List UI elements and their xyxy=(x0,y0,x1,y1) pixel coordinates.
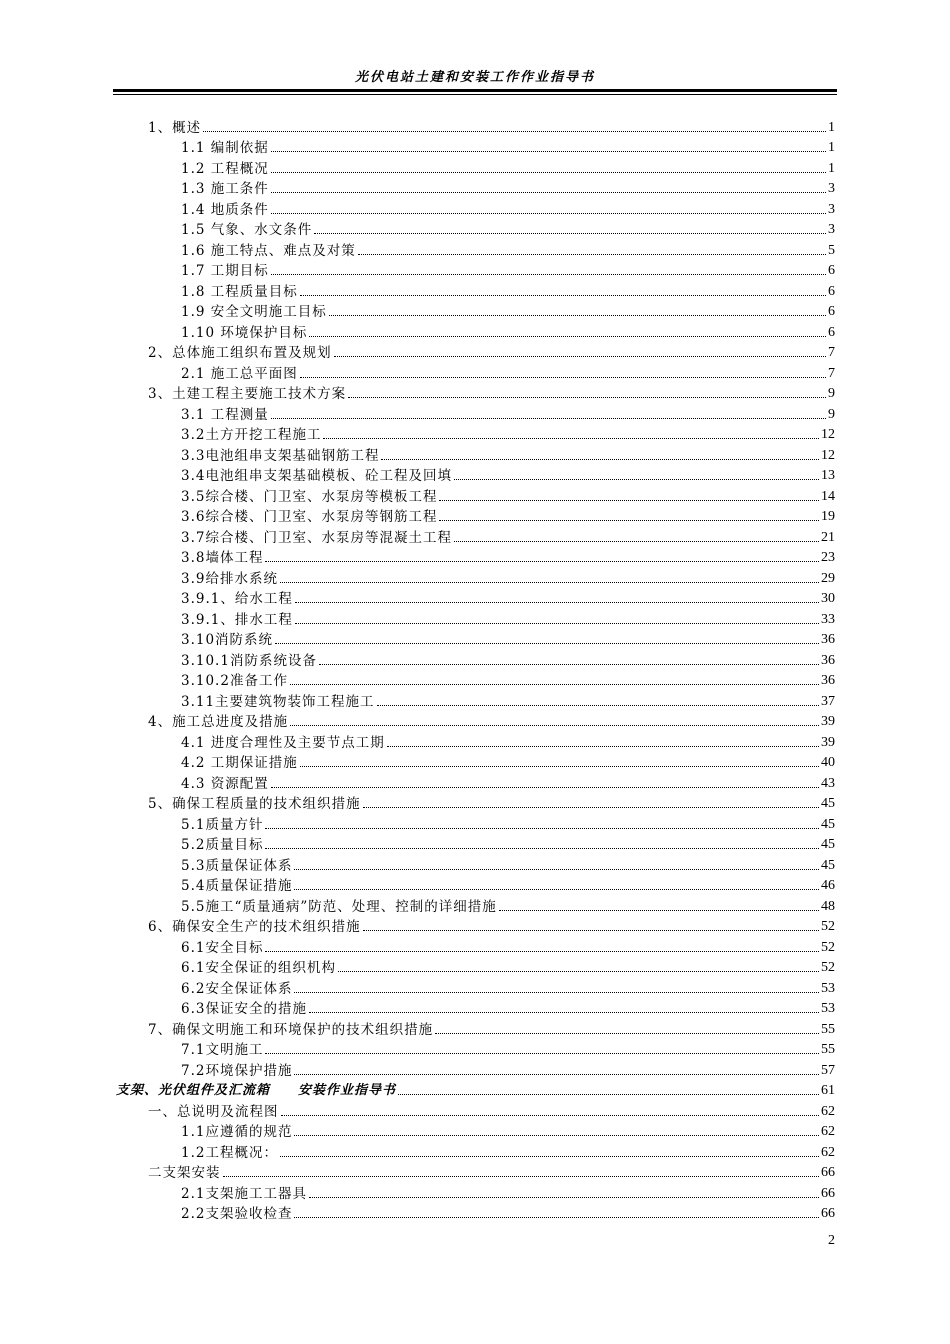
toc-entry-label: 1.4 地质条件 xyxy=(181,201,269,218)
toc-dot-leader xyxy=(265,847,819,849)
toc-entry-page: 55 xyxy=(821,1042,835,1057)
toc-entry-page: 3 xyxy=(828,181,835,196)
toc-entry[interactable] xyxy=(0,156,950,177)
toc-entry-page: 45 xyxy=(821,857,835,873)
toc-entry-label: 1.1应遵循的规范 xyxy=(181,1124,293,1140)
toc-entry-label: 5.1质量方针 xyxy=(181,816,264,833)
toc-entry[interactable] xyxy=(0,1017,950,1038)
toc-entry-page: 6 xyxy=(828,304,835,319)
toc-entry[interactable] xyxy=(0,484,950,505)
toc-entry[interactable] xyxy=(0,956,950,977)
toc-entry-page: 53 xyxy=(821,1001,835,1016)
toc-entry[interactable] xyxy=(0,1181,950,1202)
toc-dot-leader xyxy=(300,376,826,378)
toc-entry-page: 46 xyxy=(821,878,835,893)
toc-entry-label: 1.5 气象、水文条件 xyxy=(181,222,313,238)
toc-entry[interactable] xyxy=(0,177,950,198)
toc-entry-label: 7.2环境保护措施 xyxy=(181,1062,293,1079)
toc-entry-page: 6 xyxy=(828,263,835,278)
toc-dot-leader xyxy=(271,150,826,152)
toc-entry[interactable] xyxy=(0,197,950,218)
toc-entry-label: 1.6 施工特点、难点及对策 xyxy=(181,242,356,259)
toc-entry-page: 33 xyxy=(821,611,835,627)
toc-entry-label: 1.2工程概况： xyxy=(181,1144,278,1161)
toc-entry-label: 2、总体施工组织布置及规划 xyxy=(148,345,332,361)
toc-entry-label: 3.8墙体工程 xyxy=(181,550,264,566)
toc-entry-page: 19 xyxy=(821,509,835,524)
toc-entry[interactable] xyxy=(0,730,950,751)
toc-entry-label: 3.11主要建筑物装饰工程施工 xyxy=(181,693,375,710)
toc-entry-page: 7 xyxy=(828,365,835,381)
toc-entry-page: 61 xyxy=(821,1083,835,1098)
toc-entry[interactable] xyxy=(0,915,950,936)
toc-dot-leader xyxy=(265,950,819,952)
toc-dot-leader xyxy=(295,601,819,603)
toc-entry[interactable] xyxy=(0,853,950,874)
toc-dot-leader xyxy=(295,622,819,624)
toc-dot-leader xyxy=(294,888,819,890)
toc-entry-page: 9 xyxy=(828,386,835,401)
toc-entry[interactable] xyxy=(0,997,950,1018)
toc-dot-leader xyxy=(294,1134,819,1136)
toc-entry[interactable] xyxy=(0,300,950,321)
toc-entry-label: 3.6综合楼、门卫室、水泵房等钢筋工程 xyxy=(181,509,438,525)
toc-entry-label: 4、施工总进度及措施 xyxy=(148,714,289,730)
toc-entry-page: 45 xyxy=(821,816,835,832)
toc-entry-page: 5 xyxy=(828,242,835,258)
toc-entry-label: 5.4质量保证措施 xyxy=(181,878,293,894)
toc-entry-page: 37 xyxy=(821,693,835,709)
toc-dot-leader xyxy=(309,1011,819,1013)
toc-dot-leader xyxy=(334,355,826,357)
toc-dot-leader xyxy=(363,806,819,808)
toc-entry[interactable] xyxy=(0,443,950,464)
toc-entry[interactable] xyxy=(0,1038,950,1059)
toc-dot-leader xyxy=(271,171,826,173)
toc-dot-leader xyxy=(265,560,819,562)
toc-entry-label: 2.1 施工总平面图 xyxy=(181,365,298,382)
toc-entry[interactable] xyxy=(0,320,950,341)
toc-entry-label: 3.5综合楼、门卫室、水泵房等模板工程 xyxy=(181,488,438,505)
toc-entry-label: 2.2支架验收检查 xyxy=(181,1206,293,1222)
toc-entry-page: 7 xyxy=(828,345,835,360)
toc-entry[interactable] xyxy=(0,1058,950,1079)
toc-dot-leader xyxy=(294,1216,819,1218)
page-number: 2 xyxy=(828,1233,835,1248)
toc-entry-page: 39 xyxy=(821,714,835,729)
toc-entry[interactable] xyxy=(0,218,950,239)
toc-entry[interactable] xyxy=(0,115,950,136)
toc-entry[interactable] xyxy=(0,361,950,382)
toc-entry[interactable] xyxy=(0,1120,950,1141)
toc-dot-leader xyxy=(265,827,819,829)
toc-entry[interactable] xyxy=(0,833,950,854)
toc-entry-page: 1 xyxy=(828,160,835,176)
toc-entry-page: 52 xyxy=(821,960,835,975)
toc-entry-page: 66 xyxy=(821,1206,835,1221)
toc-entry[interactable] xyxy=(0,935,950,956)
toc-entry-page: 1 xyxy=(828,140,835,155)
toc-entry-page: 36 xyxy=(821,673,835,688)
toc-dot-leader xyxy=(271,417,826,419)
toc-entry-page: 66 xyxy=(821,1165,835,1180)
toc-entry[interactable] xyxy=(0,341,950,362)
toc-entry[interactable] xyxy=(0,587,950,608)
toc-dot-leader xyxy=(323,437,819,439)
toc-entry[interactable] xyxy=(0,648,950,669)
toc-dot-leader xyxy=(294,868,819,870)
header-rule-thin xyxy=(113,94,837,95)
toc-entry-label: 3.3电池组串支架基础钢筋工程 xyxy=(181,447,380,464)
toc-dot-leader xyxy=(454,478,819,480)
toc-entry[interactable] xyxy=(0,628,950,649)
toc-dot-leader xyxy=(314,232,826,234)
toc-dot-leader xyxy=(309,1196,819,1198)
toc-entry[interactable] xyxy=(0,689,950,710)
toc-entry-page: 45 xyxy=(821,837,835,852)
toc-dot-leader xyxy=(203,130,826,132)
toc-dot-leader xyxy=(329,314,826,316)
toc-entry-page: 14 xyxy=(821,488,835,504)
toc-entry-label: 4.3 资源配置 xyxy=(181,775,269,792)
toc-entry-label: 1.9 安全文明施工目标 xyxy=(181,304,327,320)
toc-entry[interactable] xyxy=(0,874,950,895)
toc-entry-page: 48 xyxy=(821,898,835,914)
toc-entry-label: 6.3保证安全的措施 xyxy=(181,1001,307,1017)
toc-entry-page: 62 xyxy=(821,1103,835,1119)
toc-dot-leader xyxy=(300,294,826,296)
toc-entry[interactable] xyxy=(0,136,950,157)
toc-dot-leader xyxy=(338,970,819,972)
toc-entry[interactable] xyxy=(0,976,950,997)
toc-entry-label: 4.1 进度合理性及主要节点工期 xyxy=(181,734,385,751)
toc-entry-page: 62 xyxy=(821,1124,835,1139)
toc-entry-label: 7.1文明施工 xyxy=(181,1042,264,1058)
toc-entry[interactable] xyxy=(0,238,950,259)
toc-dot-leader xyxy=(280,1155,819,1157)
toc-entry-page: 29 xyxy=(821,570,835,586)
toc-entry-label: 6.1安全目标 xyxy=(181,939,264,956)
toc-dot-leader xyxy=(223,1175,820,1177)
toc-entry[interactable] xyxy=(0,1099,950,1120)
toc-entry-page: 45 xyxy=(821,796,835,811)
toc-entry-page: 66 xyxy=(821,1185,835,1201)
toc-entry[interactable] xyxy=(0,259,950,280)
toc-dot-leader xyxy=(377,704,819,706)
toc-entry[interactable] xyxy=(0,464,950,485)
toc-entry[interactable] xyxy=(0,505,950,526)
toc-entry-page: 52 xyxy=(821,919,835,934)
toc-entry-page: 36 xyxy=(821,652,835,668)
toc-entry-label: 1.1 编制依据 xyxy=(181,140,269,156)
toc-entry-label: 二支架安装 xyxy=(148,1165,221,1181)
toc-entry[interactable] xyxy=(0,546,950,567)
toc-dot-leader xyxy=(348,396,826,398)
toc-entry[interactable] xyxy=(0,812,950,833)
toc-entry-page: 62 xyxy=(821,1144,835,1160)
toc-dot-leader xyxy=(294,1073,819,1075)
toc-entry-label: 3.7综合楼、门卫室、水泵房等混凝土工程 xyxy=(181,529,452,546)
toc-entry-page: 55 xyxy=(821,1021,835,1037)
toc-dot-leader xyxy=(381,458,819,460)
toc-entry-label: 3、土建工程主要施工技术方案 xyxy=(148,386,347,402)
toc-entry-label: 3.1 工程测量 xyxy=(181,406,269,423)
toc-entry[interactable] xyxy=(0,771,950,792)
toc-dot-leader xyxy=(294,991,819,993)
toc-entry-label: 6.2安全保证体系 xyxy=(181,980,293,997)
toc-entry[interactable] xyxy=(0,402,950,423)
toc-dot-leader xyxy=(387,745,819,747)
toc-entry-label: 3.9.1、给水工程 xyxy=(181,591,293,607)
toc-dot-leader xyxy=(281,1114,820,1116)
toc-entry-label: 1.7 工期目标 xyxy=(181,263,269,279)
toc-entry-label: 5.5施工“质量通病”防范、处理、控制的详细措施 xyxy=(181,898,497,915)
toc-entry-label: 1.3 施工条件 xyxy=(181,181,269,197)
toc-dot-leader xyxy=(363,929,819,931)
toc-dot-leader xyxy=(265,1052,819,1054)
toc-dot-leader xyxy=(454,540,819,542)
toc-dot-leader xyxy=(439,519,819,521)
toc-entry-page: 3 xyxy=(828,222,835,237)
toc-entry-page: 57 xyxy=(821,1062,835,1078)
toc-entry-label: 3.2土方开挖工程施工 xyxy=(181,427,322,443)
toc-entry-page: 6 xyxy=(828,324,835,340)
toc-entry-label: 1.8 工程质量目标 xyxy=(181,283,298,300)
toc-entry[interactable] xyxy=(0,1140,950,1161)
toc-entry[interactable] xyxy=(0,710,950,731)
toc-dot-leader xyxy=(439,499,819,501)
toc-entry-page: 6 xyxy=(828,283,835,299)
toc-dot-leader xyxy=(290,724,819,726)
toc-entry[interactable] xyxy=(0,382,950,403)
toc-dot-leader xyxy=(271,273,826,275)
toc-entry-page: 3 xyxy=(828,201,835,217)
toc-entry-page: 39 xyxy=(821,734,835,750)
toc-entry[interactable] xyxy=(0,525,950,546)
toc-dot-leader xyxy=(271,212,826,214)
toc-entry-label: 1、概述 xyxy=(148,119,202,136)
toc-entry-label: 3.9.1、排水工程 xyxy=(181,611,293,628)
toc-entry-label: 支架、光伏组件及汇流箱 安装作业指导书 xyxy=(116,1083,397,1098)
toc-entry-page: 21 xyxy=(821,529,835,545)
toc-entry-label: 5、确保工程质量的技术组织措施 xyxy=(148,796,361,812)
toc-entry[interactable] xyxy=(0,607,950,628)
toc-dot-leader xyxy=(275,642,819,644)
toc-entry-page: 30 xyxy=(821,591,835,606)
table-of-contents xyxy=(0,115,950,1222)
header-rule-thick xyxy=(113,89,837,92)
toc-dot-leader xyxy=(499,909,819,911)
toc-dot-leader xyxy=(435,1032,819,1034)
toc-entry[interactable] xyxy=(0,1079,950,1100)
toc-dot-leader xyxy=(300,765,819,767)
toc-dot-leader xyxy=(309,335,826,337)
toc-dot-leader xyxy=(290,683,819,685)
toc-entry[interactable] xyxy=(0,566,950,587)
toc-entry-label: 一、总说明及流程图 xyxy=(148,1103,279,1120)
toc-entry[interactable] xyxy=(0,792,950,813)
toc-entry-page: 12 xyxy=(821,447,835,463)
toc-entry[interactable] xyxy=(0,751,950,772)
toc-entry-label: 3.9给排水系统 xyxy=(181,570,278,587)
toc-entry-page: 23 xyxy=(821,550,835,565)
toc-entry-label: 3.4电池组串支架基础模板、砼工程及回填 xyxy=(181,468,452,484)
toc-entry-label: 3.10消防系统 xyxy=(181,632,274,648)
toc-entry-page: 12 xyxy=(821,427,835,442)
toc-dot-leader xyxy=(271,191,826,193)
toc-entry[interactable] xyxy=(0,1202,950,1223)
toc-dot-leader xyxy=(398,1093,819,1095)
toc-entry[interactable] xyxy=(0,1161,950,1182)
toc-entry-label: 1.2 工程概况 xyxy=(181,160,269,177)
toc-entry-page: 43 xyxy=(821,775,835,791)
toc-entry-label: 1.10 环境保护目标 xyxy=(181,324,308,341)
toc-entry-page: 53 xyxy=(821,980,835,996)
toc-entry-page: 13 xyxy=(821,468,835,483)
page-header-title: 光伏电站土建和安装工作作业指导书 xyxy=(354,70,595,85)
toc-entry-label: 5.2质量目标 xyxy=(181,837,264,853)
toc-entry-label: 3.10.2准备工作 xyxy=(181,673,288,689)
toc-entry-page: 9 xyxy=(828,406,835,422)
toc-entry-label: 4.2 工期保证措施 xyxy=(181,755,298,771)
toc-entry[interactable] xyxy=(0,423,950,444)
toc-dot-leader xyxy=(271,786,819,788)
toc-entry-page: 40 xyxy=(821,755,835,770)
toc-entry[interactable] xyxy=(0,279,950,300)
toc-entry-label: 7、确保文明施工和环境保护的技术组织措施 xyxy=(148,1021,434,1038)
toc-entry-label: 3.10.1消防系统设备 xyxy=(181,652,317,669)
toc-entry-page: 36 xyxy=(821,632,835,647)
toc-entry-label: 6.1安全保证的组织机构 xyxy=(181,960,336,976)
toc-entry[interactable] xyxy=(0,894,950,915)
toc-entry-page: 1 xyxy=(828,119,835,135)
toc-entry-label: 5.3质量保证体系 xyxy=(181,857,293,874)
toc-dot-leader xyxy=(358,253,826,255)
toc-entry-label: 2.1支架施工工器具 xyxy=(181,1185,307,1202)
toc-entry[interactable] xyxy=(0,669,950,690)
toc-dot-leader xyxy=(319,663,819,665)
toc-dot-leader xyxy=(280,581,819,583)
toc-entry-label: 6、确保安全生产的技术组织措施 xyxy=(148,919,361,935)
toc-entry-page: 52 xyxy=(821,939,835,955)
